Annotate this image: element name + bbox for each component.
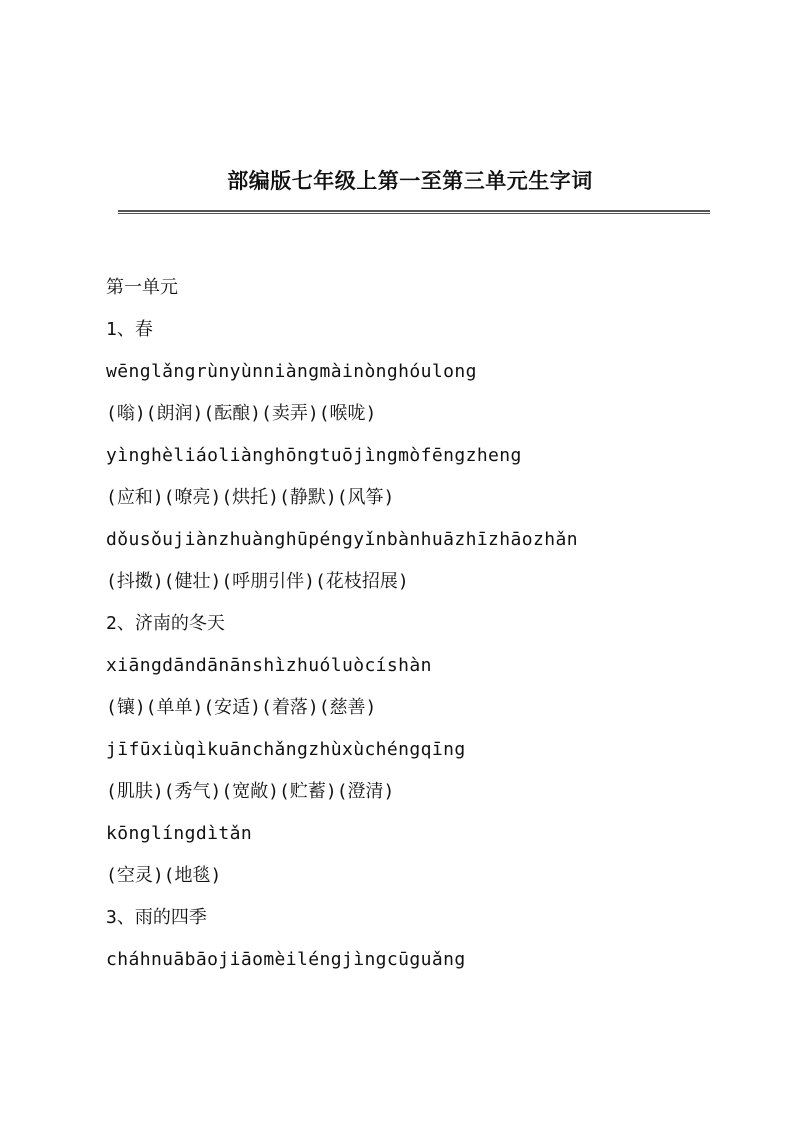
- pinyin-line: cháhnuābāojiāomèiléngjìngcūguǎng: [106, 949, 466, 970]
- word-line: (镶)(单单)(安适)(着落)(慈善): [106, 697, 377, 718]
- word-line: (肌肤)(秀气)(宽敞)(贮蓄)(澄清): [106, 781, 395, 802]
- lesson-title: 3、雨的四季: [106, 907, 207, 928]
- vocabulary-list: [106, 274, 766, 988]
- word-line: (抖擞)(健壮)(呼朋引伴)(花枝招展): [106, 571, 409, 592]
- word-line: (应和)(嘹亮)(烘托)(静默)(风筝): [106, 487, 395, 508]
- title-divider: [118, 210, 710, 214]
- pinyin-line: jīfūxiùqìkuānchǎngzhùxùchéngqīng: [106, 739, 466, 760]
- pinyin-line: kōnglíngdìtǎn: [106, 823, 253, 844]
- pinyin-line: xiāngdāndānānshìzhuóluòcíshàn: [106, 655, 432, 676]
- pinyin-line: wēnglǎngrùnyùnniàngmàinònghóulong: [106, 361, 477, 382]
- word-line: (空灵)(地毯): [106, 865, 222, 886]
- lesson-title: 1、春: [106, 319, 153, 340]
- word-line: (嗡)(朗润)(酝酿)(卖弄)(喉咙): [106, 403, 377, 424]
- pinyin-line: yìnghèliáoliànghōngtuōjìngmòfēngzheng: [106, 445, 522, 466]
- page-title: 部编版七年级上第一至第三单元生字词: [227, 168, 593, 193]
- pinyin-line: dǒusǒujiànzhuànghūpéngyǐnbànhuāzhīzhāozhǎn: [106, 529, 578, 550]
- lesson-title: 2、济南的冬天: [106, 613, 225, 634]
- unit-heading: 第一单元: [106, 277, 178, 298]
